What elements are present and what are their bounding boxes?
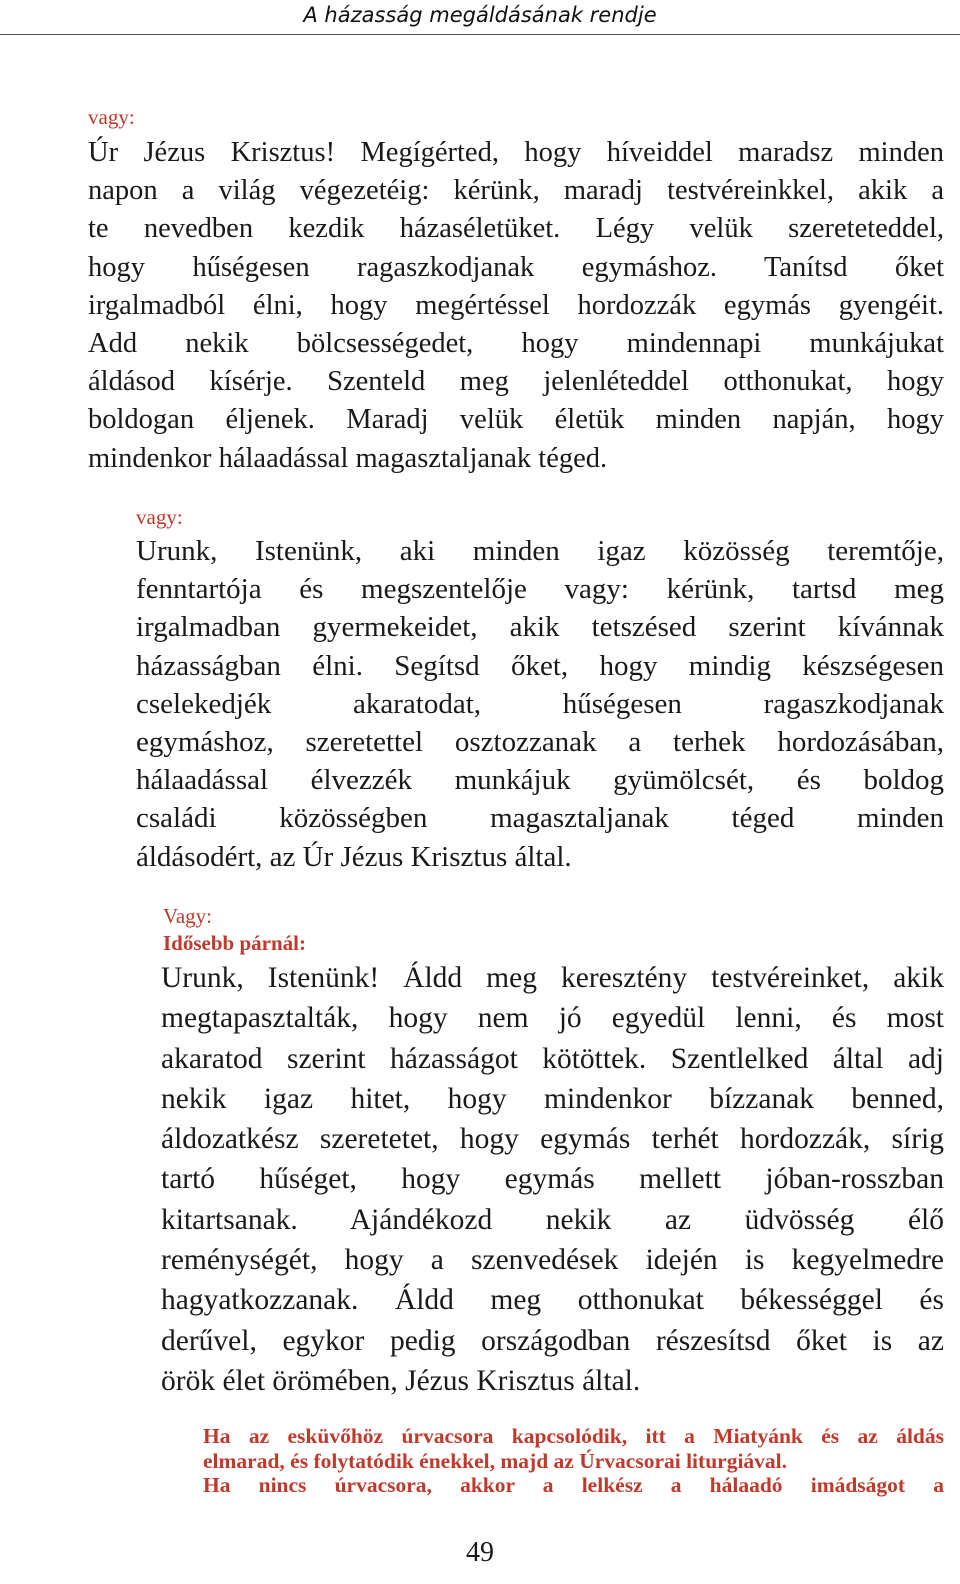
- header-title: A házasság megáldásának rendje: [303, 3, 657, 27]
- prayer-3-line: örök élet örömében, Jézus Krisztus által.: [161, 1364, 641, 1397]
- prayer-paragraph-2: [136, 532, 944, 876]
- prayer-2-line: cselekedjék akaratodat, hűségesen ragaszkodjanak: [136, 687, 944, 720]
- prayer-3-line: tartó hűséget, hogy egymás mellett jóban-rosszban: [161, 1163, 944, 1196]
- instruction-line: elmarad, és folytatódik énekkel, majd az Úrvacsorai liturgiával.: [203, 1448, 788, 1473]
- prayer-1-line: hogy hűségesen ragaszkodjanak egymáshoz. Tanítsd őket: [88, 251, 944, 283]
- prayer-paragraph-3: [161, 958, 944, 1401]
- instruction-line: Ha az esküvőhöz úrvacsora kapcsolódik, itt a Miatyánk és az áldás: [203, 1424, 944, 1448]
- prayer-3-line: kitartsanak. Ajándékozd nekik az üdvösség élő: [161, 1203, 944, 1236]
- prayer-paragraph-1: [88, 134, 944, 478]
- prayer-3-line: akaratod szerint házasságot kötöttek. Szentlelked által adj: [161, 1042, 944, 1075]
- prayer-3-line: derűvel, egykor pedig országodban részesítsd őket is az: [161, 1324, 944, 1357]
- prayer-1-line: boldogan éljenek. Maradj velük életük minden napján, hogy: [88, 404, 944, 436]
- prayer-3-line: áldozatkész szeretetet, hogy egymás terhét hordozzák, sírig: [161, 1123, 944, 1156]
- prayer-2-line: irgalmadban gyermekeidet, akik tetszésed szerint kívánnak: [136, 611, 944, 644]
- prayer-1-line: Úr Jézus Krisztus! Megígérted, hogy híveiddel maradsz minden: [88, 137, 944, 168]
- prayer-2-line: fenntartója és megszentelője vagy: kérünk, tartsd meg: [136, 573, 944, 606]
- prayer-2-line: áldásodért, az Úr Jézus Krisztus által.: [136, 840, 572, 873]
- prayer-2-line: egymáshoz, szeretettel osztozzanak a terhek hordozásában,: [136, 726, 944, 759]
- section2-label: vagy:: [136, 505, 183, 529]
- prayer-2-line: hálaadással élvezzék munkájuk gyümölcsét, és boldog: [136, 764, 944, 797]
- prayer-1-line: irgalmadból élni, hogy megértéssel hordozzák egymás gyengéit.: [88, 289, 944, 321]
- section1-label: vagy:: [88, 105, 135, 129]
- prayer-1-line: áldásod kísérje. Szenteld meg jelenléteddel otthonukat, hogy: [88, 366, 944, 398]
- rubric-instruction: [203, 1424, 944, 1498]
- section3-label: Vagy:: [163, 904, 212, 928]
- prayer-1-line: te nevedben kezdik házaséletüket. Légy velük szereteteddel,: [88, 213, 944, 245]
- prayer-3-line: hagyatkozzanak. Áldd meg otthonukat békességgel és: [161, 1284, 944, 1317]
- section3-sublabel: Idősebb párnál:: [163, 931, 306, 955]
- prayer-3-line: nekik igaz hitet, hogy mindenkor bízzanak benned,: [161, 1082, 944, 1115]
- prayer-2-line: házasságban élni. Segítsd őket, hogy mindig készségesen: [136, 649, 944, 682]
- prayer-2-line: Urunk, Istenünk, aki minden igaz közösség teremtője,: [136, 535, 944, 567]
- prayer-1-line: mindenkor hálaadással magasztaljanak téged.: [88, 442, 608, 474]
- prayer-3-line: reménységét, hogy a szenvedések idején is kegyelmedre: [161, 1244, 944, 1277]
- instruction-line: Ha nincs úrvacsora, akkor a lelkész a hálaadó imádságot a: [203, 1473, 944, 1497]
- prayer-1-line: napon a világ végezetéig: kérünk, maradj testvéreinkkel, akik a: [88, 175, 944, 207]
- prayer-1-line: Add nekik bölcsességedet, hogy mindennapi munkájukat: [88, 328, 944, 360]
- prayer-3-line: Urunk, Istenünk! Áldd meg keresztény testvéreinket, akik: [161, 962, 944, 994]
- running-header: [0, 0, 960, 35]
- page-number: 49: [466, 1537, 494, 1568]
- prayer-2-line: családi közösségben magasztaljanak téged minden: [136, 802, 944, 835]
- prayer-3-line: megtapasztalták, hogy nem jó egyedül lenni, és most: [161, 1002, 944, 1035]
